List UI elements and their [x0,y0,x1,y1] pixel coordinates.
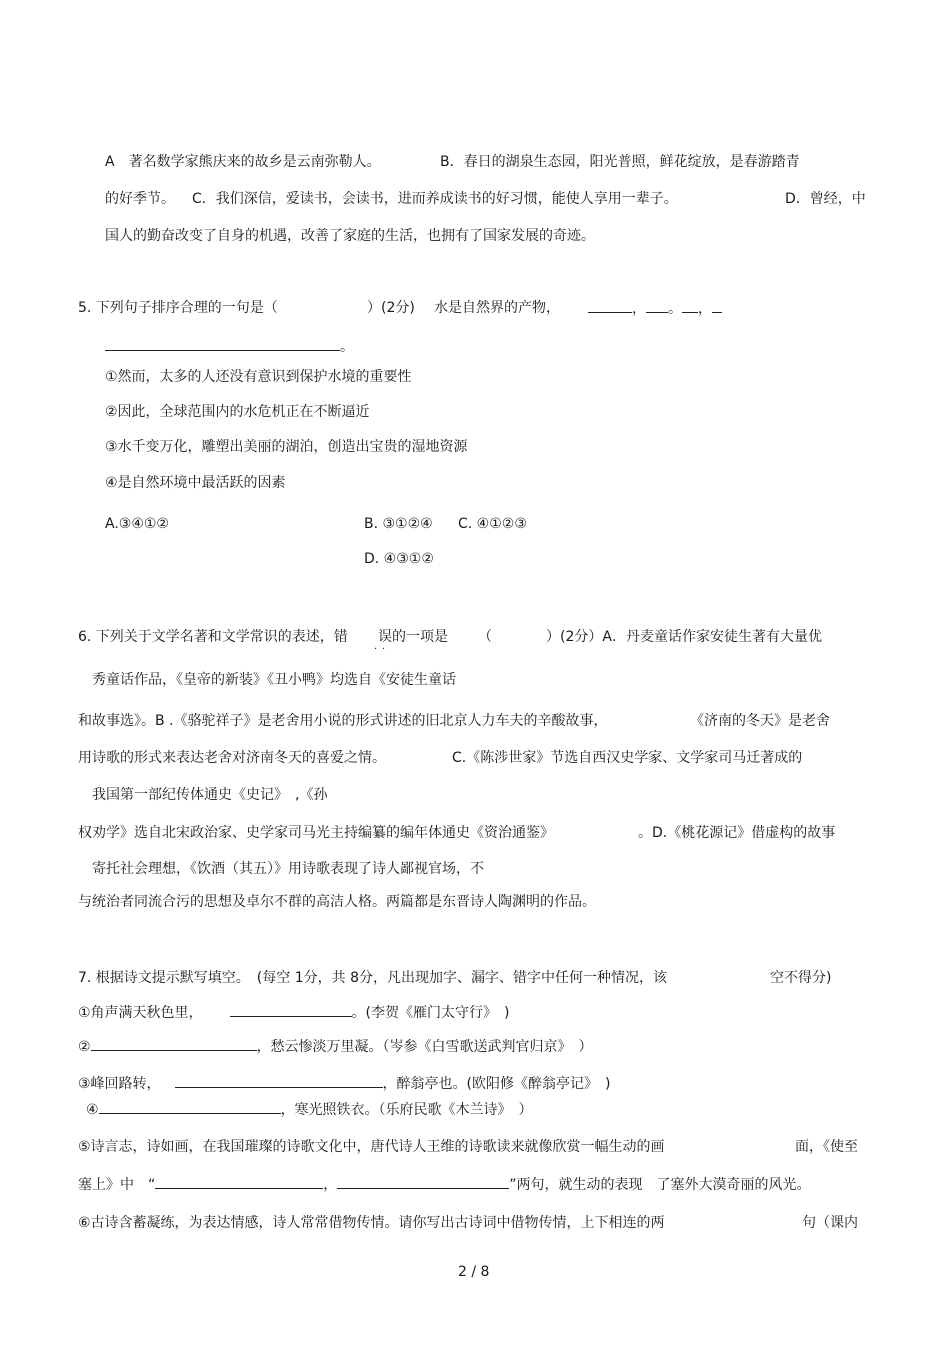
q5-blank-4[interactable] [712,298,722,313]
q6-option-d: 。D.《桃花源记》借虚构的故事 [638,825,836,841]
q6-option-c: C.《陈涉世家》节选自西汉史学家、文学家司马迁著成的 [452,750,803,766]
q7-blank-3[interactable] [175,1073,383,1088]
q7-item-2-text: ，愁云惨淡万里凝。（岑参《白雪歌送武判官归京》 ） [256,1039,593,1055]
q5-blank-row [588,298,722,319]
q7-blank-6[interactable] [337,1174,509,1189]
q4-option-d-cont: 国人的勤奋改变了自身的机遇，改善了家庭的生活，也拥有了国家发展的奇迹。 [105,228,595,244]
q7-item-5-lead: 塞上》中 “ [78,1177,156,1193]
q6-stem-end: 的一项是 [392,629,448,645]
q4-option-b-cont: 的好季节。 [105,191,175,207]
q6-line-8: 与统治者同流合污的思想及卓尔不群的高洁人格。两篇都是东晋诗人陶渊明的作品。 [78,894,596,910]
q5-lead: 水是自然界的产物， [434,300,560,316]
q7-blank-1[interactable] [230,1002,352,1017]
q7-blank-4[interactable] [99,1099,281,1114]
q7-item-3 [78,1073,611,1094]
q7-item-6-cont: 句（课内 [802,1215,858,1231]
q6-line-5: 我国第一部纪传体通史《史记》 ,《孙 [92,787,328,803]
q6-line-2: 秀童话作品，《皇帝的新装》《丑小鸭》均选自《安徒生童话 [92,672,456,688]
emphasis-dot-icon: · [374,644,378,655]
q7-item-1 [78,1002,510,1023]
q6-line-7: 寄托社会理想，《饮酒（其五）》用诗歌表现了诗人鄙视官场，不 [92,861,484,877]
q5-option-b[interactable]: B. ③①②④ [364,516,433,532]
q7-item-3-source: ，醉翁亭也。(欧阳修《醉翁亭记》 ) [382,1076,611,1092]
q4-option-a: A 著名数学家熊庆来的故乡是云南弥勒人。 [105,154,381,170]
q7-blank-2[interactable] [91,1036,257,1051]
q5-comma-2: ， [698,301,712,317]
q7-item-5-comma: ， [323,1177,338,1193]
q5-end: 。 [340,339,354,355]
q7-item-2-num: ② [78,1039,91,1055]
q6-line-4: 用诗歌的形式来表达老舍对济南冬天的喜爱之情。 [78,750,386,766]
emphasis-dot-icon: · [382,644,386,655]
q7-item-4 [86,1099,533,1120]
q5-item-4: ④是自然环境中最活跃的因素 [105,475,286,491]
q5-item-3: ③水千变万化，雕塑出美丽的湖泊，创造出宝贵的湿地资源 [105,439,468,455]
q6-line-6: 权劝学》选自北宋政治家、史学家司马光主持编纂的编年体通史《资治通鉴》 [78,825,554,841]
q7-item-1-text: ①角声满天秋色里， [78,1005,203,1021]
q7-stem: 7. 根据诗文提示默写填空。 (每空 1分，共 8分，凡出现加字、漏字、错字中任何一种情况，该 [78,970,667,986]
q5-comma-1: ， [632,301,646,317]
q6-score-option-a: ）(2分）A．丹麦童话作家安徒生著有大量优 [546,629,822,645]
q5-period-1: 。 [668,301,682,317]
q5-blank-1[interactable] [588,298,632,313]
q7-blank-5[interactable] [155,1174,323,1189]
q6-option-b-cont: 《济南的冬天》是老舍 [690,713,830,729]
q5-blank-2[interactable] [646,298,668,313]
q5-option-c[interactable]: C. ④①②③ [458,516,527,532]
page-number: 2 / 8 [458,1264,490,1280]
q4-option-d: D．曾经，中 [785,191,866,207]
q7-item-5: ⑤诗言志，诗如画，在我国璀璨的诗歌文化中，唐代诗人王维的诗歌读来就像欣赏一幅生动的画 [78,1139,665,1155]
q6-paren: （ [478,629,492,645]
q5-option-a[interactable]: A.③④①② [105,516,169,532]
q5-item-1: ①然而，太多的人还没有意识到保护水境的重要性 [105,369,412,385]
q7-item-6: ⑥古诗含蓄凝练，为表达情感，诗人常常借物传情。请你写出古诗词中借物传情，上下相连的两 [78,1215,665,1231]
q6-stem-emph: 误 [378,629,392,645]
q5-stem: 5. 下列句子排序合理的一句是（ [78,300,278,316]
q5-blank-5[interactable] [105,336,340,351]
q5-blank-row-2 [105,336,354,357]
q7-item-4-text: ，寒光照铁衣。（乐府民歌《木兰诗》 ） [280,1102,533,1118]
q5-option-d[interactable]: D. ④③①② [364,551,434,567]
q6-option-b: 和故事选》。B .《骆驼祥子》是老舍用小说的形式讲述的旧北京人力车夫的辛酸故事， [78,713,608,729]
q5-item-2: ②因此，全球范围内的水危机正在不断逼近 [105,404,370,420]
q5-blank-3[interactable] [682,298,698,313]
q4-option-c: C．我们深信，爱读书，会读书，进而养成读书的好习惯，能使人享用一辈子。 [192,191,678,207]
q5-score: ）(2分) [367,300,415,316]
q7-item-5-cont: 面，《使至 [795,1139,858,1155]
q7-item-5-line-2 [78,1174,811,1195]
q7-item-4-num: ④ [86,1102,99,1118]
q7-item-1-source: 。(李贺《雁门太守行》 ) [351,1005,510,1021]
q6-stem: 6. 下列关于文学名著和文学常识的表述，错 [78,629,348,645]
q7-stem-end: 空不得分) [770,970,832,986]
q4-option-b: B．春日的湖泉生态园，阳光普照，鲜花绽放，是春游踏青 [440,154,800,170]
q7-item-3-text: ③峰回路转， [78,1076,161,1092]
q7-item-5-tail: ”两句，就生动的表现 了塞外大漠奇丽的风光。 [509,1177,811,1193]
q7-item-2 [78,1036,593,1057]
